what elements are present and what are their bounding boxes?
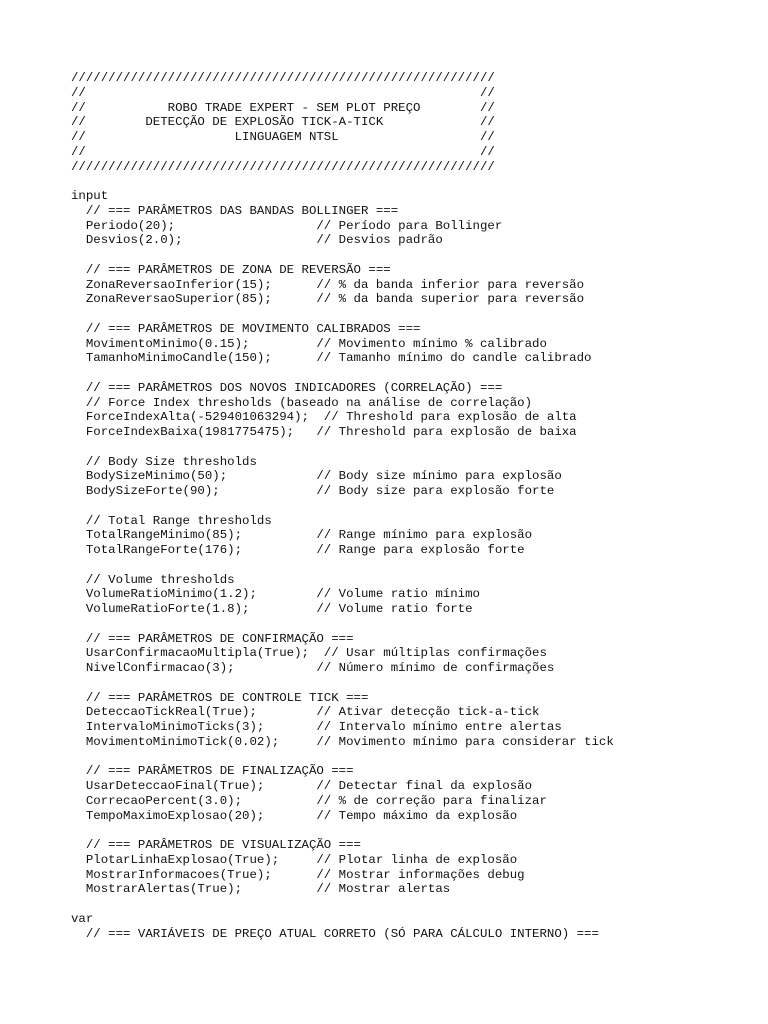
code-line: ZonaReversaoInferior(15); // % da banda inferior para reversão [71, 277, 585, 292]
code-line: ForceIndexAlta(-529401063294); // Threshold para explosão de alta [71, 410, 577, 425]
code-line: // Total Range thresholds [71, 513, 272, 528]
code-line: TamanhoMinimoCandle(150); // Tamanho mínimo do candle calibrado [71, 351, 592, 366]
code-line [71, 248, 761, 263]
code-line: // === PARÂMETROS DE ZONA DE REVERSÃO === [71, 262, 391, 277]
code-line: CorrecaoPercent(3.0); // % de correção para finalizar [71, 793, 547, 808]
code-line: TempoMaximoExplosao(20); // Tempo máximo da explosão [71, 808, 518, 823]
code-line: // DETECÇÃO DE EXPLOSÃO TICK-A-TICK // [71, 115, 495, 130]
code-document [71, 71, 761, 941]
code-line: // Body Size thresholds [71, 454, 257, 469]
code-line: IntervaloMinimoTicks(3); // Intervalo mínimo entre alertas [71, 720, 562, 734]
code-line: MostrarAlertas(True); // Mostrar alertas [71, 882, 451, 897]
code-line [71, 440, 761, 455]
code-line: var [71, 911, 94, 926]
code-line: TotalRangeMinimo(85); // Range mínimo para explosão [71, 528, 533, 543]
code-line: // === VARIÁVEIS DE PREÇO ATUAL CORRETO (SÓ PARA CÁLCULO INTERNO) === [71, 926, 599, 941]
code-line: BodySizeMinimo(50); // Body size mínimo para explosão [71, 469, 562, 484]
code-line: UsarDeteccaoFinal(True); // Detectar final da explosão [71, 779, 533, 793]
code-line: BodySizeForte(90); // Body size para explosão forte [71, 484, 555, 498]
code-line: MovimentoMinimo(0.15); // Movimento mínimo % calibrado [71, 336, 547, 351]
code-line: ///////////////////////////////////////////////////////// [71, 159, 495, 174]
code-line: VolumeRatioForte(1.8); // Volume ratio forte [71, 602, 473, 616]
code-line [71, 499, 761, 514]
code-line: // Volume thresholds [71, 572, 235, 587]
code-line [71, 174, 761, 189]
code-line [71, 558, 761, 573]
code-line: // === PARÂMETROS DE VISUALIZAÇÃO === [71, 838, 361, 852]
code-line [71, 366, 761, 381]
code-line: // === PARÂMETROS DAS BANDAS BOLLINGER === [71, 203, 399, 218]
code-line: MovimentoMinimoTick(0.02); // Movimento mínimo para considerar tick [71, 734, 614, 749]
code-line: // === PARÂMETROS DE CONTROLE TICK === [71, 690, 369, 705]
code-line: // ROBO TRADE EXPERT - SEM PLOT PREÇO // [71, 100, 495, 115]
code-line: input [71, 189, 109, 203]
code-line: ///////////////////////////////////////////////////////// [71, 71, 495, 85]
code-line: // // [71, 144, 495, 159]
code-line: TotalRangeForte(176); // Range para explosão forte [71, 543, 525, 557]
code-line: VolumeRatioMinimo(1.2); // Volume ratio mínimo [71, 587, 480, 602]
code-line: // Force Index thresholds (baseado na análise de correlação) [71, 395, 533, 410]
code-line: PlotarLinhaExplosao(True); // Plotar linha de explosão [71, 852, 518, 867]
code-line: MostrarInformacoes(True); // Mostrar informações debug [71, 867, 525, 882]
code-line [71, 307, 761, 322]
code-line: // === PARÂMETROS DE MOVIMENTO CALIBRADOS === [71, 321, 421, 336]
code-line: // // [71, 85, 495, 100]
code-line: // === PARÂMETROS DE CONFIRMAÇÃO === [71, 631, 354, 646]
code-line: // === PARÂMETROS DOS NOVOS INDICADORES (CORRELAÇÃO) === [71, 380, 503, 395]
code-line: ForceIndexBaixa(1981775475); // Threshold para explosão de baixa [71, 425, 577, 439]
code-line: // LINGUAGEM NTSL // [71, 130, 495, 144]
code-line: UsarConfirmacaoMultipla(True); // Usar múltiplas confirmações [71, 646, 547, 661]
code-line: NivelConfirmacao(3); // Número mínimo de confirmações [71, 661, 555, 675]
code-line: // === PARÂMETROS DE FINALIZAÇÃO === [71, 764, 354, 779]
code-line [71, 617, 761, 632]
code-line [71, 897, 761, 912]
code-line [71, 676, 761, 691]
code-line: DeteccaoTickReal(True); // Ativar detecção tick-a-tick [71, 705, 540, 720]
code-line [71, 823, 761, 838]
code-line: ZonaReversaoSuperior(85); // % da banda superior para reversão [71, 292, 585, 307]
code-line: Periodo(20); // Período para Bollinger [71, 218, 503, 233]
code-line [71, 750, 761, 765]
code-line: Desvios(2.0); // Desvios padrão [71, 233, 443, 248]
